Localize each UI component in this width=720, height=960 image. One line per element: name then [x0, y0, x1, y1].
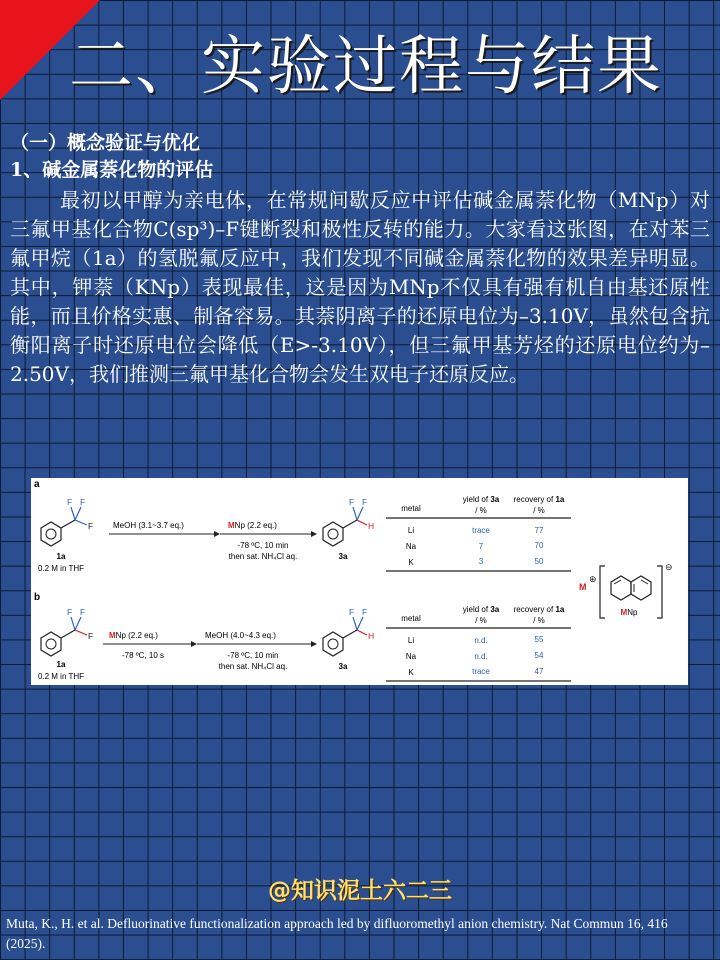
table-a-header-metal: metal — [401, 504, 421, 513]
svg-text:F: F — [80, 607, 86, 617]
product-3a-structure-b — [323, 607, 374, 656]
svg-text:MNp: MNp — [620, 608, 638, 617]
svg-text:F: F — [88, 521, 94, 531]
step2-b: MeOH (4.0~4.3 eq.) — [205, 631, 276, 640]
svg-text:47: 47 — [534, 667, 544, 676]
svg-text:7: 7 — [478, 542, 484, 551]
svg-text:Na: Na — [405, 652, 417, 661]
svg-text:70: 70 — [534, 541, 544, 550]
svg-text:H: H — [368, 631, 375, 641]
svg-text:⊖: ⊖ — [665, 562, 673, 572]
svg-text:F: F — [362, 607, 368, 617]
svg-text:/ %: / % — [533, 616, 545, 625]
step2-reagent-a: MNp (2.2 eq.) — [228, 521, 277, 530]
table-a-row — [408, 557, 544, 567]
substrate-label-a: 1a — [56, 552, 66, 561]
step1-b: MNp (2.2 eq.) — [109, 631, 158, 640]
svg-text:F: F — [349, 497, 355, 507]
svg-text:F: F — [349, 607, 355, 617]
table-a-row — [408, 526, 544, 535]
section-heading: （一）概念验证与优化 — [10, 132, 201, 154]
svg-text:n.d.: n.d. — [474, 636, 488, 645]
svg-text:K: K — [408, 668, 414, 677]
cond-a-1: -78 ºC, 10 min — [237, 541, 289, 550]
content-block — [10, 130, 710, 389]
svg-text:trace: trace — [472, 526, 490, 535]
svg-text:⊕: ⊕ — [589, 574, 597, 584]
svg-text:M: M — [579, 582, 587, 592]
step1-a: MeOH (3.1~3.7 eq.) — [113, 521, 184, 530]
table-b-row — [408, 635, 544, 645]
slide-title: 二、实验过程与结果 — [69, 30, 663, 104]
svg-text:F: F — [88, 631, 94, 641]
step1-cond-b: -78 ºC, 10 s — [121, 651, 165, 660]
panel-b-label: b — [34, 592, 41, 603]
cond-b-2: then sat. NH₄Cl aq. — [218, 662, 288, 671]
reaction-figure — [31, 478, 688, 685]
svg-text:F: F — [67, 607, 73, 617]
body-paragraph: 最初以甲醇为亲电体，在常规间歇反应中评估碱金属萘化物（MNp）对三氟甲基化合物C(sp³)–F键断裂和极性反转的能力。大家看这张图，在对苯三氟甲烷（1a）的氢脱氟反应中，我们发现不同碱金属萘化物的效果差异明显。其中，钾萘（KNp）表现最佳，这是因为MNp不仅具有强有机自由基还原性能，而且价格实惠、制备容易。其萘阴离子的还原电位为–3.10V，虽然包含抗衡阳离子时还原电位会降低（E>-3.10V），但三氟甲基芳烃的还原电位约为–2.50V，我们推测三氟甲基化合物会发生双电子还原反应。 — [10, 188, 710, 386]
watermark: @知识泥土六二三 — [268, 878, 452, 904]
product-label-b: 3a — [338, 662, 348, 671]
table-b-row — [408, 667, 544, 677]
cond-a-2: then sat. NH₄Cl aq. — [228, 552, 298, 561]
svg-text:F: F — [67, 497, 73, 507]
svg-text:n.d.: n.d. — [474, 652, 488, 661]
mnp-reagent-structure — [579, 562, 673, 618]
svg-text:3: 3 — [478, 557, 484, 566]
table-a-row — [406, 541, 544, 551]
svg-text:K: K — [408, 558, 414, 567]
table-b-header-recovery: recovery of 1a — [513, 605, 565, 614]
subsection-heading: 1、碱金属萘化物的评估 — [10, 159, 214, 181]
table-b-row — [406, 651, 544, 661]
svg-text:H: H — [368, 521, 375, 531]
table-b-header-yield: yield of 3a — [462, 605, 500, 614]
svg-text:F: F — [362, 497, 368, 507]
svg-text:/ %: / % — [533, 506, 545, 515]
cond-b-1: -78 ºC, 10 min — [227, 651, 279, 660]
svg-text:/ %: / % — [475, 506, 487, 515]
substrate-conc-b: 0.2 M in THF — [37, 672, 85, 681]
substrate-label-b: 1a — [56, 660, 66, 669]
svg-text:Li: Li — [407, 636, 415, 645]
substrate-1a-structure-a — [41, 497, 93, 546]
panel-a-label: a — [34, 479, 40, 490]
svg-text:Li: Li — [407, 526, 415, 535]
table-b-header-metal: metal — [401, 614, 421, 623]
product-3a-structure-a — [323, 497, 374, 546]
svg-text:Na: Na — [405, 542, 417, 551]
substrate-conc-a: 0.2 M in THF — [37, 564, 85, 573]
substrate-1a-structure-b — [41, 607, 93, 656]
svg-text:trace: trace — [472, 667, 490, 676]
svg-text:/ %: / % — [475, 616, 487, 625]
svg-text:50: 50 — [534, 557, 544, 566]
svg-text:55: 55 — [534, 635, 544, 644]
table-a-header-recovery: recovery of 1a — [513, 495, 565, 504]
svg-text:F: F — [80, 497, 86, 507]
svg-text:77: 77 — [534, 526, 544, 535]
table-a-header-yield: yield of 3a — [462, 495, 500, 504]
product-label-a: 3a — [338, 552, 348, 561]
svg-text:54: 54 — [534, 651, 544, 660]
citation: Muta, K., H. et al. Defluorinative functionalization approach led by difluoromethyl anion chemistry. Nat Commun 16, 416 (2025). — [6, 916, 668, 951]
